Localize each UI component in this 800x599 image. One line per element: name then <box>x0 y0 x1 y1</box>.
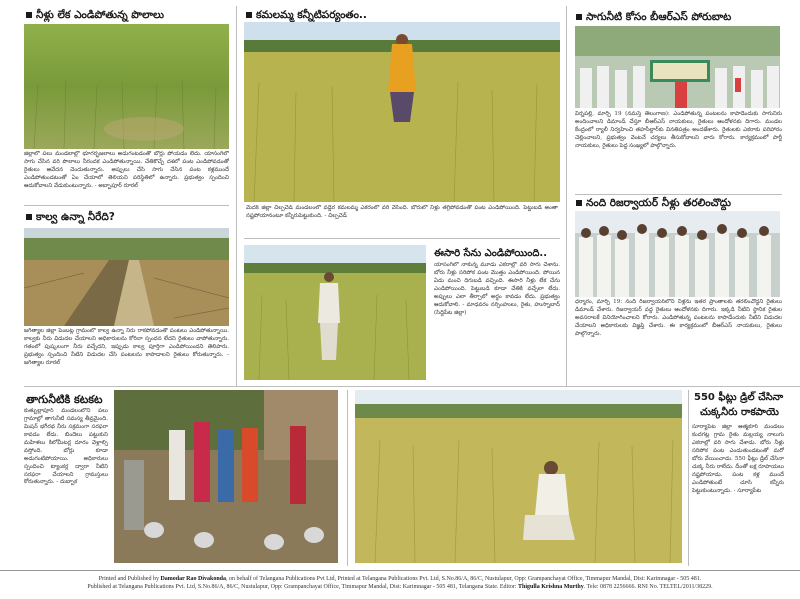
photo-dry-canal <box>24 228 229 326</box>
photo-farmer-dried-crop <box>244 245 426 380</box>
bullet-square-icon <box>576 200 582 206</box>
photo-farmer-in-dry-field <box>355 390 682 563</box>
imprint-line-2: Published at Telangana Publications Pvt. Ltd, S.No.86/A, 86/C, Nustulapur, Opp: Grampanchayat Office, Timmapur Mandal, Dist: Karimnagar - 505 481, Telangana State. Editor: Thigulla Krishna Murthy. Tele: 0878 2256666. RNI No. TELTEL/2011/38229. <box>87 584 713 591</box>
bullet-square-icon <box>26 12 32 18</box>
divider <box>244 238 560 239</box>
story-drinking-water-body: కుత్బుల్లాపూర్ మండలంలోని పలు గ్రామాల్లో తాగునీటి సమస్య తీవ్రమైంది. మిషన్ భగీరథ నీరు సక్రమంగా సరఫరా కావడం లేదు. బిందెలు పట్టుకుని మహిళలు కిలోమీటర్ల దూరం వెళ్లాల్సి వస్తోంది. బోర్లు కూడా అడుగంటిపోయాయి. అధికారులు స్పందించి ట్యాంకర్ల ద్వారా నీటిని సరఫరా చేయాలని గ్రామస్తులు కోరుతున్నారు. - దుబ్బాక <box>24 408 108 486</box>
story-borewell-headline-1: 550 ఫీట్లు డ్రిల్ చేసినా <box>694 392 784 403</box>
story-kamalamma-body: మెదక్ జిల్లా చిల్పచెడ్ మండలంలో వడ్డెర కమలమ్మ ఎకరంలో వరి వేసింది. బోరులో నీళ్లు తగ్గిపోవడంతో పంట ఎండిపోయింది. పెట్టుబడి అంతా నష్టపోయానంటూ కన్నీరుపెట్టుకుంది. - చిల్పచెడ్ <box>246 205 558 219</box>
column-divider <box>236 6 237 386</box>
story-crop-dried-headline: ఈసారి సేను ఎండిపోయింది.. <box>434 248 547 259</box>
story-crop-dried-body: యాసంగిలో నాకున్న మూడు ఎకరాల్లో వరి సాగు చేశాను. బోరు నీళ్లు సరిపోక పంట మొత్తం ఎండిపోయింది. పోయిన ఏడు మంచి దిగుబడి వచ్చింది. ఈసారి నీళ్లు లేక చేను ఎండిపోయింది. పెట్టుబడి కూడా చేతికి వచ్చేలా లేదు. అప్పులు ఎలా తీర్చాలో అర్థం కావడం లేదు. ప్రభుత్వం ఆదుకోవాలి. - మాధవరం నర్సింహులు, రైతు, హుస్నాబాద్ (సిద్దిపేట జిల్లా) <box>434 262 560 316</box>
story-canal-body: జగిత్యాల జిల్లా పెంబట్ల గ్రామంలో కాల్వ ఉన్నా నీరు రాకపోవడంతో పంటలు ఎండిపోతున్నాయి. కాల్వకు నీరు విడుదల చేయాలని అధికారులను కోరినా స్పందన లేదని రైతులు వాపోతున్నారు. గతంలో పుష్కలంగా నీరు వచ్చేదని, ఇప్పుడు కాల్వ పూర్తిగా ఎండిపోయిందని తెలిపారు. ప్రభుత్వం స్పందించి నీటిని విడుదల చేసి పంటలను కాపాడాలని రైతులు కోరుతున్నారు. - జగిత్యాల రూరల్ <box>24 328 229 366</box>
imprint-line-1: Printed and Published by Damodar Rao Divakonda, on behalf of Telangana Publications Pvt Ltd, Printed at Telangana Publications Pvt. Ltd, S.No.86/A, 86/C, Nustulapur, Opp: Grampanchayat Office, Timmapur Mandal, Dist: Karimnagar - 505 481. <box>98 576 702 582</box>
photo-women-with-water-pots <box>114 390 338 563</box>
divider <box>24 386 800 387</box>
story-nandi-body: ధర్మారం, మార్చి 19: నంది రిజర్వాయర్‌లోని నీళ్లను ఇతర ప్రాంతాలకు తరలించొద్దని రైతులు డిమాండ్ చేశారు. రిజర్వాయర్ వద్ద రైతులు ఆందోళనకు దిగారు. ఇక్కడి నీటిని స్థానిక రైతుల అవసరాలకే వినియోగించాలని కోరారు. ఎండిపోతున్న పంటలను కాపాడేందుకు నీటిని విడుదల చేయాలని అధికారులకు విజ్ఞప్తి చేశారు. ఈ కార్యక్రమంలో బీఆర్‌ఎస్ నాయకులు, రైతులు పాల్గొన్నారు. <box>575 299 782 337</box>
story-borewell-body: సూర్యాపేట జిల్లా ఆత్మకూర్ మండలం కందగట్ల గ్రామ రైతు మల్లయ్య నాలుగు ఎకరాల్లో వరి సాగు చేశాడు. బోరు నీళ్లు సరిపోక పంట ఎండుతుండటంతో మరో బోరు వేయించాడు. 550 ఫీట్లు డ్రిల్ చేసినా చుక్క నీరు రాలేదు. దీంతో లక్ష రూపాయలు నష్టపోయాడు. పంట కళ్ల ముందే ఎండిపోతుంటే చూసి కన్నీరు పెట్టుకుంటున్నాడు. - సూర్యాపేట <box>692 424 784 494</box>
column-divider <box>688 390 689 566</box>
story-nandi-headline: నంది రిజర్వాయర్ నీళ్లు తరలించొద్దు <box>576 197 731 210</box>
divider <box>575 194 782 195</box>
bullet-square-icon <box>246 12 252 18</box>
editor-name: Thigulla Krishna Murthy <box>518 584 584 591</box>
story-brs-protest-headline: సాగునీటి కోసం బీఆర్‌ఎస్ పోరుబాట <box>576 11 731 24</box>
column-divider <box>566 6 567 386</box>
story-dry-fields-body: జిల్లాలో పలు మండలాల్లో భూగర్భజలాలు అడుగంటడంతో బోర్లు పోయడం లేదు. యాసంగిలో సాగు చేసిన వరి పొలాలు నీరందక ఎండిపోతున్నాయి. చేతికొచ్చే దశలో పంట ఎండిపోవడంతో రైతులు ఆవేదన చెందుతున్నారు. అప్పులు చేసి సాగు చేసిన పంట కళ్లముందే ఎండిపోతుండటంతో ఏం చేయాలో తెలియని పరిస్థితిలో ఉన్నారు. ప్రభుత్వం స్పందించి ఆదుకోవాలని వేడుకుంటున్నారు. - అబ్బాపూర్ రూరల్ <box>24 151 229 189</box>
story-drinking-water-headline: తాగునీటికి కటకట <box>26 393 103 406</box>
story-canal-headline: కాల్వ ఉన్నా నీరేది? <box>26 211 115 224</box>
bullet-square-icon <box>26 214 32 220</box>
photo-nandi-reservoir-protest <box>575 211 780 297</box>
bullet-square-icon <box>576 14 582 20</box>
publisher-name: Damodar Rao Divakonda <box>160 576 227 582</box>
column-divider <box>347 390 348 566</box>
divider <box>24 205 229 206</box>
story-dry-fields-headline: నీళ్లు లేక ఎండిపోతున్న పొలాలు <box>26 9 164 22</box>
story-kamalamma-headline: కమలమ్మ కన్నీటిపర్యంతం.. <box>246 9 367 22</box>
imprint-footer <box>0 570 800 599</box>
story-borewell-headline-2: చుక్కనీరు రాకపాయె <box>700 407 779 418</box>
photo-woman-in-paddy-field <box>244 22 560 202</box>
story-brs-protest-body: వీర్నపల్లి, మార్చి 19 (నమస్తే తెలంగాణ): ఎండిపోతున్న పంటలను కాపాడేందుకు సాగునీరు అందించాలని డిమాండ్ చేస్తూ బీఆర్‌ఎస్ నాయకులు, రైతులు ఆందోళనకు దిగారు. మండల కేంద్రంలో ర్యాలీ నిర్వహించి తహసీల్దార్‌కు వినతిపత్రం అందజేశారు. రైతులకు ఎకరాకు పరిహారం చెల్లించాలని, ప్రభుత్వం వెంటనే చర్యలు తీసుకోవాలని వారు కోరారు. కార్యక్రమంలో పార్టీ నాయకులు, రైతులు పెద్ద సంఖ్యలో పాల్గొన్నారు. <box>575 111 782 149</box>
photo-brs-protest-group <box>575 26 780 108</box>
photo-dry-paddy-field <box>24 24 229 149</box>
